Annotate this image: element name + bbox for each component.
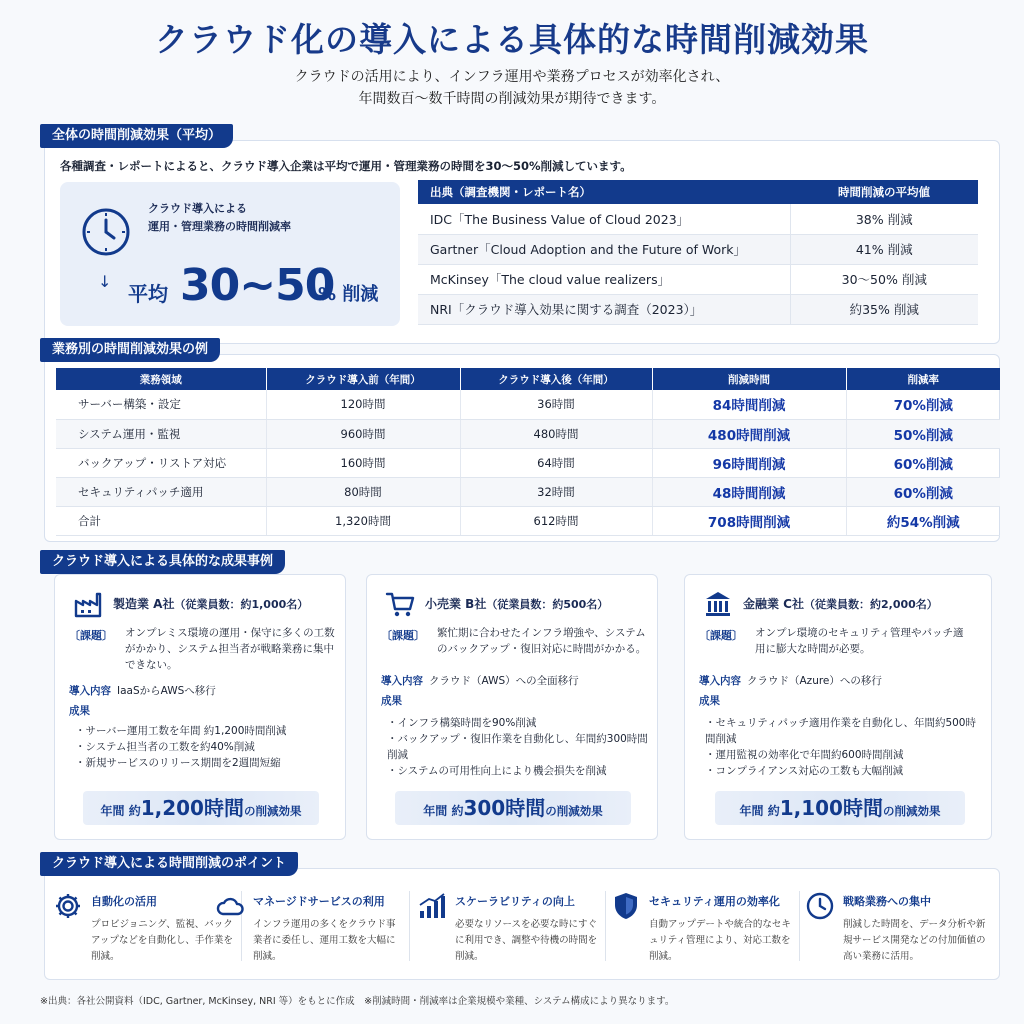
business-before: 80時間 <box>266 477 460 506</box>
effect-prefix: 年間 約 <box>423 804 464 818</box>
source-table-header <box>418 180 978 204</box>
list-item: ・ バックアップ・復旧作業を自動化し、年間約300時間削減 <box>387 731 649 763</box>
point-title: 自動化の活用 <box>91 895 157 908</box>
case-card-c <box>684 574 992 840</box>
case-kadai-text: 繁忙期に合わせたインフラ増強や、システムのバックアップ・復旧対応に時間がかかる。 <box>437 627 647 655</box>
clock-icon <box>805 891 835 921</box>
table-row-total <box>56 506 1000 535</box>
cloud-icon <box>215 891 245 921</box>
point-strategic-focus <box>805 885 995 969</box>
section-overall-lead: 各種調査・レポートによると、クラウド導入企業は平均で運用・管理業務の時間を30〜50%削減しています。 <box>60 159 632 173</box>
section-overall-tag: 全体の時間削減効果（平均） <box>40 124 233 148</box>
business-after: 36時間 <box>460 390 652 419</box>
average-reduction-card <box>60 182 400 326</box>
point-desc: 削減した時間を、データ分析や新規サービス開発などの付加価値の高い業務に活用。 <box>843 919 986 962</box>
business-rate: 60%削減 <box>846 448 1000 477</box>
case-employees: （従業員数：約1,000名） <box>174 598 309 611</box>
business-header-before: クラウド導入前（年間） <box>266 368 460 390</box>
case-result-list <box>387 715 649 779</box>
average-suffix: % 削減 <box>318 284 379 305</box>
gear-icon <box>53 891 83 921</box>
effect-prefix: 年間 約 <box>739 804 780 818</box>
list-item: ・ 運用監視の効率化で年間約600時間削減 <box>705 747 985 763</box>
point-scalability <box>417 885 607 969</box>
kadai-label-text: 課題 <box>392 629 414 642</box>
divider <box>409 891 410 961</box>
business-header-rate: 削減率 <box>846 368 1000 390</box>
business-header-after: クラウド導入後（年間） <box>460 368 652 390</box>
business-after: 32時間 <box>460 477 652 506</box>
shield-icon <box>611 891 641 921</box>
divider <box>799 891 800 961</box>
source-header-source: 出典（調査機関・レポート名） <box>418 180 790 204</box>
table-row <box>418 264 978 294</box>
average-reduction-label <box>148 200 291 236</box>
table-row <box>56 477 1000 506</box>
intro-text: IaaSからAWSへ移行 <box>117 685 216 697</box>
table-row <box>56 448 1000 477</box>
case-result-list <box>705 715 985 779</box>
list-item: ・ コンプライアンス対応の工数も大幅削減 <box>705 763 985 779</box>
point-desc: プロビジョニング、監視、バックアップなどを自動化し、手作業を削減。 <box>91 919 233 962</box>
case-card-a <box>54 574 346 840</box>
down-arrow-icon: ↓ <box>98 272 112 291</box>
business-reduced-time: 708時間削減 <box>652 506 846 535</box>
source-value: 約35% 削減 <box>790 294 978 324</box>
kadai-label-text: 課題 <box>80 629 102 642</box>
business-rate: 約54%削減 <box>846 506 1000 535</box>
point-desc: インフラ運用の多くをクラウド事業者に委任し、運用工数を大幅に削減。 <box>253 919 396 962</box>
page-title: クラウド化の導入による具体的な時間削減効果 <box>155 20 869 59</box>
case-kadai-text: オンプレ環境のセキュリティ管理やパッチ適用に膨大な時間が必要。 <box>755 627 964 655</box>
section-cases-tag: クラウド導入による具体的な成果事例 <box>40 550 285 574</box>
case-company-name: 金融業 C社 <box>743 597 804 611</box>
effect-prefix: 年間 約 <box>100 804 141 818</box>
effect-number: 1,200時間 <box>140 796 244 820</box>
effect-number: 300時間 <box>463 796 546 820</box>
point-title: マネージドサービスの利用 <box>253 895 385 908</box>
business-rate: 60%削減 <box>846 477 1000 506</box>
case-intro <box>69 683 216 698</box>
point-title: 戦略業務への集中 <box>843 895 931 908</box>
kadai-label-text: 課題 <box>710 629 732 642</box>
business-after: 64時間 <box>460 448 652 477</box>
list-item: ・ システムの可用性向上により機会損失を削減 <box>387 763 649 779</box>
divider <box>605 891 606 961</box>
case-effect-box <box>395 791 631 825</box>
business-before: 120時間 <box>266 390 460 419</box>
business-reduced-time: 48時間削減 <box>652 477 846 506</box>
case-result-label: 成果 <box>381 695 402 707</box>
business-after: 612時間 <box>460 506 652 535</box>
business-table <box>56 368 1000 536</box>
subtitle-line-2: 年間数百〜数千時間の削減効果が期待できます。 <box>358 91 666 107</box>
business-reduced-time: 96時間削減 <box>652 448 846 477</box>
page-subtitle <box>0 66 1024 110</box>
source-name: NRI「クラウド導入効果に関する調査（2023）」 <box>418 294 790 324</box>
intro-label: 導入内容 <box>699 675 741 687</box>
effect-suffix: の削減効果 <box>882 804 941 818</box>
case-company-name: 製造業 A社 <box>113 597 175 611</box>
list-item: ・ インフラ構築時間を90%削減 <box>387 715 649 731</box>
section-business-tag: 業務別の時間削減効果の例 <box>40 338 220 362</box>
list-item: ・ システム担当者の工数を約40%削減 <box>75 739 337 755</box>
business-table-header <box>56 368 1000 390</box>
point-title: スケーラビリティの向上 <box>455 895 575 908</box>
subtitle-line-1: クラウドの活用により、インフラ運用や業務プロセスが効率化され、 <box>294 69 730 85</box>
source-value: 38% 削減 <box>790 204 978 234</box>
business-area: サーバー構築・設定 <box>56 390 266 419</box>
table-row <box>418 294 978 324</box>
business-area: セキュリティパッチ適用 <box>56 477 266 506</box>
source-name: Gartner「Cloud Adoption and the Future of Work」 <box>418 234 790 264</box>
section-points-tag: クラウド導入による時間削減のポイント <box>40 852 298 876</box>
table-row <box>56 390 1000 419</box>
source-header-value: 時間削減の平均値 <box>790 180 978 204</box>
business-area: バックアップ・リストア対応 <box>56 448 266 477</box>
case-company-name: 小売業 B社 <box>425 597 487 611</box>
point-security <box>611 885 801 969</box>
case-kadai-label: 〔課題〕 <box>699 629 743 642</box>
intro-text: クラウド（Azure）への移行 <box>747 675 882 687</box>
point-desc: 自動アップデートや統合的なセキュリティ管理により、対応工数を削減。 <box>649 919 791 962</box>
effect-suffix: の削減効果 <box>545 804 603 818</box>
business-rate: 70%削減 <box>846 390 1000 419</box>
case-result-label: 成果 <box>69 705 90 717</box>
business-area: 合計 <box>56 506 266 535</box>
source-table <box>418 180 978 325</box>
average-prefix: 平均 <box>128 282 168 306</box>
cart-icon <box>385 589 415 619</box>
business-header-reduced-time: 削減時間 <box>652 368 846 390</box>
average-label-line-1: クラウド導入による <box>148 202 247 215</box>
business-after: 480時間 <box>460 419 652 448</box>
clock-icon <box>80 206 132 258</box>
source-value: 41% 削減 <box>790 234 978 264</box>
list-item: ・ 新規サービスのリリース期間を2週間短縮 <box>75 755 337 771</box>
business-rate: 50%削減 <box>846 419 1000 448</box>
case-company <box>743 595 938 612</box>
point-desc: 必要なリソースを必要な時にすぐに利用でき、調整や待機の時間を削減。 <box>455 919 598 962</box>
average-value: 30~50 <box>180 260 335 311</box>
list-item: ・ セキュリティパッチ適用作業を自動化し、年間約500時間削減 <box>705 715 985 747</box>
case-intro <box>699 673 882 688</box>
case-kadai-label: 〔課題〕 <box>69 629 113 642</box>
case-result-label: 成果 <box>699 695 720 707</box>
points-panel <box>44 868 1000 980</box>
case-effect-box <box>715 791 965 825</box>
business-before: 960時間 <box>266 419 460 448</box>
factory-icon <box>73 589 103 619</box>
business-before: 1,320時間 <box>266 506 460 535</box>
case-result-list <box>75 723 337 771</box>
case-company <box>425 595 608 612</box>
source-value: 30〜50% 削減 <box>790 264 978 294</box>
business-header-area: 業務領域 <box>56 368 266 390</box>
bar-chart-icon <box>417 891 447 921</box>
bank-icon <box>703 589 733 619</box>
intro-label: 導入内容 <box>381 675 423 687</box>
case-employees: （従業員数：約500名） <box>486 598 609 611</box>
source-name: McKinsey「The cloud value realizers」 <box>418 264 790 294</box>
list-item: ・ サーバー運用工数を年間 約1,200時間削減 <box>75 723 337 739</box>
business-reduced-time: 480時間削減 <box>652 419 846 448</box>
case-kadai-text: オンプレミス環境の運用・保守に多くの工数がかかり、システム担当者が戦略業務に集中できない。 <box>125 627 335 671</box>
business-before: 160時間 <box>266 448 460 477</box>
case-card-b <box>366 574 658 840</box>
case-effect-box <box>83 791 319 825</box>
table-row <box>56 419 1000 448</box>
case-intro <box>381 673 579 688</box>
point-managed-services <box>215 885 415 969</box>
case-kadai-label: 〔課題〕 <box>381 629 425 642</box>
business-area: システム運用・監視 <box>56 419 266 448</box>
table-row <box>418 234 978 264</box>
intro-label: 導入内容 <box>69 685 111 697</box>
average-label-line-2: 運用・管理業務の時間削減率 <box>148 220 291 233</box>
business-reduced-time: 84時間削減 <box>652 390 846 419</box>
source-name: IDC「The Business Value of Cloud 2023」 <box>418 204 790 234</box>
footnote: ※出典：各社公開資料（IDC, Gartner, McKinsey, NRI 等）をもとに作成 ※削減時間・削減率は企業規模や業種、システム構成により異なります。 <box>40 996 675 1007</box>
table-row <box>418 204 978 234</box>
case-employees: （従業員数：約2,000名） <box>804 598 938 611</box>
case-company <box>113 595 308 612</box>
intro-text: クラウド（AWS）への全面移行 <box>429 675 579 687</box>
effect-number: 1,100時間 <box>779 796 883 820</box>
effect-suffix: の削減効果 <box>243 804 302 818</box>
point-title: セキュリティ運用の効率化 <box>649 895 780 908</box>
